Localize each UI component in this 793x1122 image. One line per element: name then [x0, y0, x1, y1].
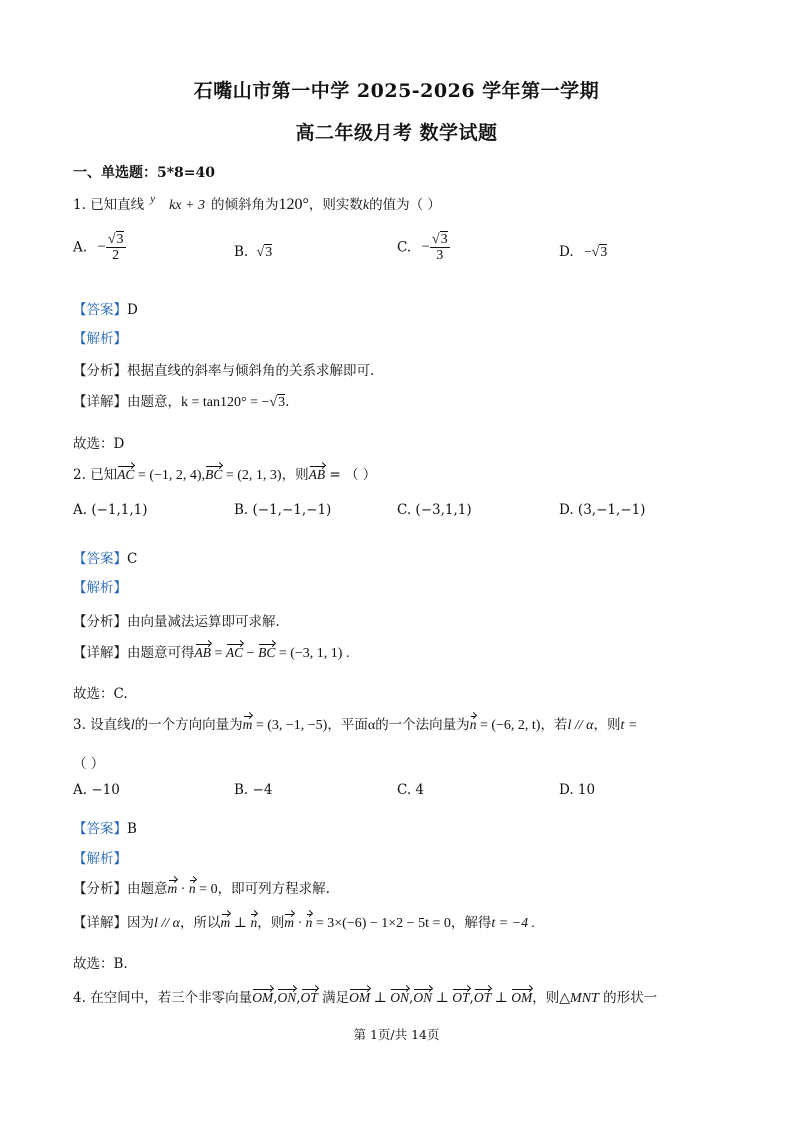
answer-line: 【答案】C [73, 551, 138, 567]
answer-line: 【答案】D [73, 302, 138, 318]
variable-k: k [362, 198, 370, 213]
question-3-paren: （ ） [73, 756, 105, 772]
analysis-fenxi: 【分析】根据直线的斜率与倾斜角的关系求解即可. [73, 363, 375, 379]
choice-line: 故选：D [73, 436, 125, 452]
analysis-tag: 【解析】 [73, 851, 127, 867]
analysis-detail: 【详解】由题意，k = tan120° = −√3. [73, 394, 290, 410]
stem-text: ，则实数 [308, 197, 363, 213]
choice-line: 故选：C. [73, 686, 128, 702]
analysis-detail: 【详解】因为l // α，所以m ⊥ n，则m · n = 3×(−6) − 1×2 − 5t = 0，解得t = −4 . [73, 915, 536, 931]
analysis-tag: 【解析】 [73, 580, 127, 596]
vector-m: m [242, 717, 253, 732]
stem-text: 已知直线 [90, 197, 145, 213]
question-4-stem: 4. 在空间中，若三个非零向量OM,ON,OT 满足OM ⊥ ON,ON ⊥ OT,OT ⊥ OM，则△MNT 的形状一 [73, 990, 658, 1006]
option-b: B. √3 [234, 244, 273, 260]
analysis-fenxi: 【分析】由向量减法运算即可求解. [73, 614, 280, 630]
option-b: B. −4 [234, 782, 273, 798]
option-a: A. − $\frac{√3}{2}$ [73, 232, 124, 264]
page-number: 第 1页/共 14页 [353, 1027, 440, 1042]
option-c: C. (−3,1,1) [397, 502, 472, 518]
question-2-stem: 2. 已知AC = (−1, 2, 4),BC = (2, 1, 3)，则AB = （ ） [73, 467, 377, 483]
vector-n: n [469, 717, 477, 732]
choice-line: 故选：B. [73, 956, 128, 972]
option-c: C. 4 [397, 782, 425, 798]
page-title-line1: 石嘴山市第一中学 2025-2026 学年第一学期 [193, 80, 600, 102]
page-title-line2: 高二年级月考 数学试题 [295, 122, 498, 144]
angle-value: 120° [278, 196, 309, 213]
vector-bc: BC [205, 467, 223, 482]
option-b: B. (−1,−1,−1) [234, 502, 332, 518]
option-c: C. − $\frac{√3}{3}$ [397, 232, 448, 264]
line-equation: $^y$ kx + 3 [150, 193, 205, 213]
analysis-tag: 【解析】 [73, 331, 127, 347]
option-a: A. (−1,1,1) [73, 502, 148, 518]
answer-line: 【答案】B [73, 821, 137, 837]
option-d: D. (3,−1,−1) [559, 502, 646, 518]
vector-ac: AC [117, 467, 135, 482]
section-heading: 一、单选题：5*8=40 [73, 165, 216, 181]
question-number: 1. [73, 197, 86, 213]
option-d: D. −√3 [559, 244, 608, 260]
stem-text: 的值为（ ） [369, 197, 441, 213]
option-a: A. −10 [73, 782, 120, 798]
analysis-fenxi: 【分析】由题意m · n = 0，即可列方程求解. [73, 881, 330, 897]
question-3-stem: 3. 设直线l的一个方向向量为m = (3, −1, −5)，平面α的一个法向量为n = (−6, 2, t)，若l // α，则t = [73, 717, 638, 733]
option-d: D. 10 [559, 782, 596, 798]
vector-ab: AB [308, 467, 326, 482]
stem-text: 的倾斜角为 [210, 197, 279, 213]
question-1-stem [73, 193, 441, 214]
analysis-detail: 【详解】由题意可得AB = AC − BC = (−3, 1, 1) . [73, 645, 350, 661]
